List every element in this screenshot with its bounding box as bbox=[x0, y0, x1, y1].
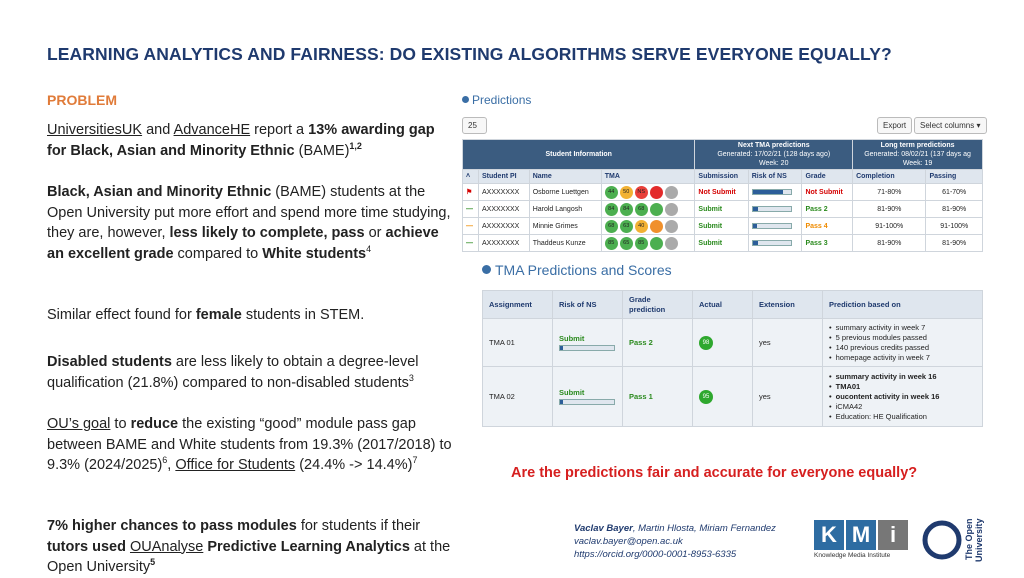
problem-heading: PROBLEM bbox=[47, 92, 117, 108]
col-completion[interactable]: Completion bbox=[853, 170, 926, 184]
risk-bar bbox=[559, 399, 615, 405]
advancehe-link[interactable]: AdvanceHE bbox=[173, 122, 251, 138]
actual-score-dot: 98 bbox=[699, 336, 713, 350]
col-risk-ns: Risk of NS bbox=[553, 291, 623, 319]
flag-icon: — bbox=[463, 201, 479, 218]
col-submission[interactable]: Submission bbox=[695, 170, 748, 184]
tma-score-dot: 63 bbox=[620, 220, 633, 233]
col-extension: Extension bbox=[753, 291, 823, 319]
tma-score-dot: 44 bbox=[605, 186, 618, 199]
tma-score-dot bbox=[650, 203, 663, 216]
paragraph-female-stem: Similar effect found for female students in STEM. bbox=[47, 307, 365, 323]
tma-score-dot: 65 bbox=[620, 237, 633, 250]
tma-score-dot bbox=[650, 220, 663, 233]
col-assignment: Assignment bbox=[483, 291, 553, 319]
tma-score-dot: 85 bbox=[605, 237, 618, 250]
table-row[interactable]: — AXXXXXXX Harold Langosh 84 84 68 Submit Pass 2 81-90% 81-90% bbox=[463, 201, 983, 218]
band-long-term: Long term predictions Generated: 08/02/21 (137 days ag Week: 19 bbox=[853, 140, 983, 170]
page-title: LEARNING ANALYTICS AND FAIRNESS: DO EXISTING ALGORITHMS SERVE EVERYONE EQUALLY? bbox=[47, 44, 892, 64]
tma-score-dot bbox=[650, 237, 663, 250]
table-row[interactable]: — AXXXXXXX Thaddeus Kunze 85 65 85 Submit Pass 3 81-90% 81-90% bbox=[463, 235, 983, 252]
predictions-heading[interactable]: Predictions bbox=[462, 93, 531, 107]
paragraph-disabled-students: Disabled students are less likely to obtain a degree-level qualification (21.8%) compared to non-disabled students$^3$ bbox=[47, 354, 419, 391]
table-row: TMA 02 Submit Pass 1 95 yes • summary activity in week 16 • TMA01 • oucontent activity in week 16 • iCMA42 • Education: HE Qualification bbox=[483, 367, 983, 427]
paragraph-awarding-gap: UniversitiesUK and AdvanceHE report a 13% awarding gap for Black, Asian and Minority Ethnic (BAME)$^{1,2}$ bbox=[47, 122, 435, 159]
col-passing[interactable]: Passing bbox=[926, 170, 983, 184]
predictions-table bbox=[462, 139, 983, 252]
tma-score-dot: 84 bbox=[605, 203, 618, 216]
universitiesuk-link[interactable]: UniversitiesUK bbox=[47, 122, 143, 138]
tma-score-dot bbox=[650, 186, 663, 199]
kmi-logo: K M i Knowledge Media Institute bbox=[814, 520, 908, 562]
col-prediction-basis: Prediction based on bbox=[823, 291, 983, 319]
select-columns-button[interactable]: Select columns ▾ bbox=[914, 117, 987, 134]
tma-score-dot: 84 bbox=[620, 203, 633, 216]
paragraph-bame-students: Black, Asian and Minority Ethnic (BAME) students at the Open University put more effort and spend more time studying, they are, however, less likely to complete, pass or achieve an excellent grade compared to White students$^4$ bbox=[47, 184, 451, 262]
svg-text:University: University bbox=[974, 518, 984, 562]
col-grade-prediction: Grade prediction bbox=[623, 291, 693, 319]
flag-icon: — bbox=[463, 218, 479, 235]
list-item: • summary activity in week 16 bbox=[829, 372, 976, 382]
list-item: • summary activity in week 7 bbox=[829, 323, 976, 333]
tma-score-dot: 50 bbox=[620, 186, 633, 199]
author-orcid[interactable]: https://orcid.org/0000-0001-8953-6335 bbox=[574, 549, 737, 560]
list-item: • oucontent activity in week 16 bbox=[829, 392, 976, 402]
research-question: Are the predictions fair and accurate for everyone equally? bbox=[511, 465, 918, 481]
paragraph-ou-goal: OU’s goal to reduce the existing “good” module pass gap between BAME and White students from 19.3% (2017/2018) to 9.3% $(2024/2025)^6$, Office for Students (24.4% -> 14.4%)$^7$ bbox=[47, 416, 452, 473]
flag-icon: ⚑ bbox=[463, 184, 479, 201]
list-item: • 5 previous modules passed bbox=[829, 333, 976, 343]
table-row[interactable]: — AXXXXXXX Minnie Grimes 68 63 40 Submit Pass 4 91-100% 91-100% bbox=[463, 218, 983, 235]
col-risk[interactable]: Risk of NS bbox=[748, 170, 802, 184]
band-student-info: Student Information bbox=[463, 140, 695, 170]
tma-scores-table bbox=[482, 290, 983, 427]
sort-icon[interactable]: ˄ bbox=[463, 170, 479, 184]
list-item: • homepage activity in week 7 bbox=[829, 353, 976, 363]
risk-bar bbox=[559, 345, 615, 351]
table-row[interactable]: ⚑ AXXXXXXX Osborne Luettgen 44 50 NS Not Submit Not Submit 71-80% 61-70% bbox=[463, 184, 983, 201]
risk-bar bbox=[752, 206, 792, 212]
tma-score-dot: 68 bbox=[605, 220, 618, 233]
col-student-pi[interactable]: Student PI bbox=[479, 170, 530, 184]
list-item: • 140 previous credits passed bbox=[829, 343, 976, 353]
export-button[interactable]: Export bbox=[877, 117, 912, 134]
risk-bar bbox=[752, 223, 792, 229]
risk-bar bbox=[752, 189, 792, 195]
authors-block: Vaclav Bayer, Martin Hlosta, Miriam Fernandez vaclav.bayer@open.ac.uk https://orcid.org/0000-0001-8953-6335 bbox=[574, 523, 776, 560]
col-actual: Actual bbox=[693, 291, 753, 319]
open-university-logo bbox=[922, 518, 986, 562]
tma-scores-heading[interactable]: TMA Predictions and Scores bbox=[482, 262, 672, 278]
tma-score-dot: 40 bbox=[635, 220, 648, 233]
col-tma[interactable]: TMA bbox=[601, 170, 695, 184]
actual-score-dot: 95 bbox=[699, 390, 713, 404]
flag-icon: — bbox=[463, 235, 479, 252]
ouanalyse-link[interactable]: OUAnalyse bbox=[129, 538, 204, 555]
tma-score-dot bbox=[665, 220, 678, 233]
band-next-tma: Next TMA predictions Generated: 17/02/21 (128 days ago) Week: 20 bbox=[695, 140, 853, 170]
tma-score-dot: 85 bbox=[635, 237, 648, 250]
tma-score-dot: NS bbox=[635, 186, 648, 199]
paragraph-ouanalyse: 7% higher chances to pass modules for students if their tutors used OUAnalyse Predictive Learning Analytics at the Open University$^5$ bbox=[47, 518, 451, 575]
list-item: • iCMA42 bbox=[829, 402, 976, 412]
col-name[interactable]: Name bbox=[529, 170, 601, 184]
list-item: • Education: HE Qualification bbox=[829, 412, 976, 422]
col-grade[interactable]: Grade bbox=[802, 170, 853, 184]
collapse-icon bbox=[482, 265, 491, 274]
tma-score-dot bbox=[665, 203, 678, 216]
svg-text:The Open: The Open bbox=[964, 518, 974, 560]
page-size-select[interactable]: 25 bbox=[462, 117, 487, 134]
risk-bar bbox=[752, 240, 792, 246]
author-email[interactable]: vaclav.bayer@open.ac.uk bbox=[574, 536, 683, 547]
tma-score-dot: 68 bbox=[635, 203, 648, 216]
tma-score-dot bbox=[665, 186, 678, 199]
tma-score-dot bbox=[665, 237, 678, 250]
table-row: TMA 01 Submit Pass 2 98 yes • summary activity in week 7 • 5 previous modules passed • 140 previous credits passed • homepage activity in week 7 bbox=[483, 319, 983, 367]
collapse-icon bbox=[462, 96, 469, 103]
list-item: • TMA01 bbox=[829, 382, 976, 392]
office-for-students-link[interactable]: Office for Students bbox=[175, 457, 296, 473]
